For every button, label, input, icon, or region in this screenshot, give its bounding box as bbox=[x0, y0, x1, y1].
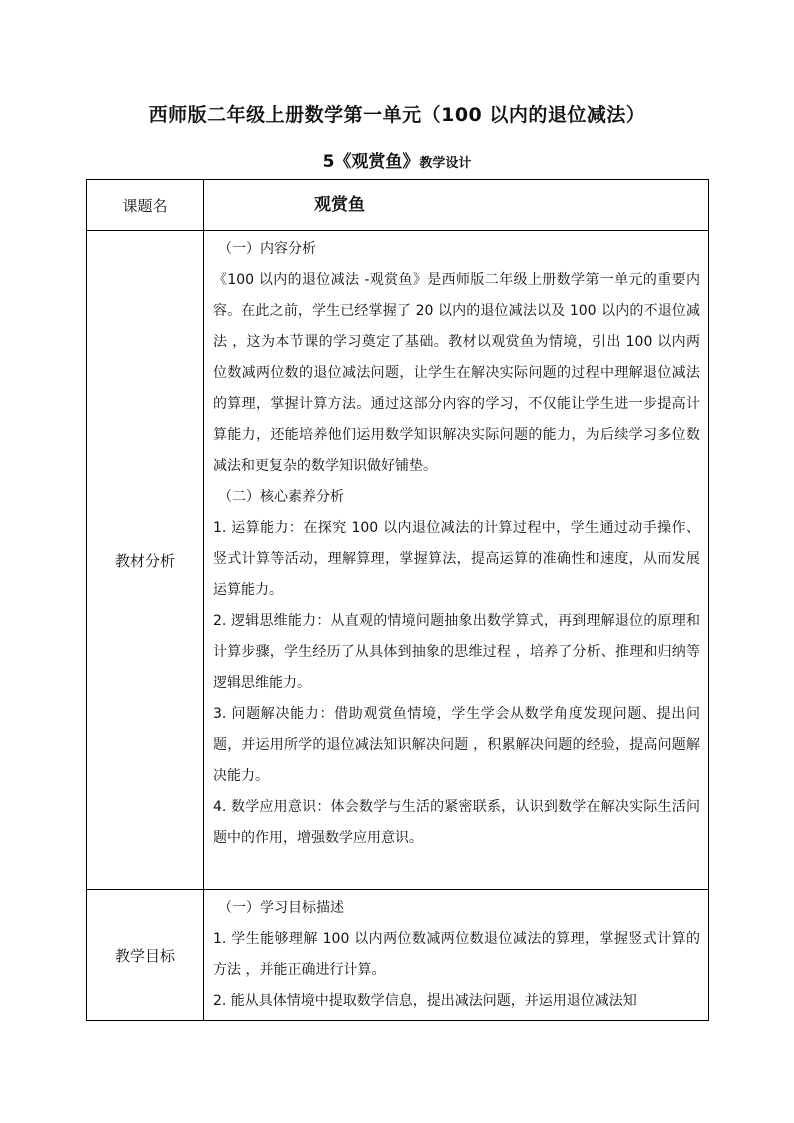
core-literacy-item-1: 1. 运算能力：在探究 100 以内退位减法的计算过程中，学生通过动手操作、竖式计算等活动，理解算理，掌握算法，提高运算的准确性和速度，从而发展运算能力。 bbox=[213, 520, 700, 598]
section-heading-content-analysis: （一）内容分析 bbox=[218, 241, 316, 257]
row-label-teaching-goals: 教学目标 bbox=[87, 890, 204, 1021]
document-subtitle bbox=[0, 147, 794, 172]
material-analysis-content bbox=[204, 231, 709, 890]
learning-goal-item-2: 2. 能从具体情境中提取数学信息，提出减法问题，并运用退位减法知 bbox=[213, 993, 637, 1009]
learning-goal-item-1: 1. 学生能够理解 100 以内两位数减两位数退位减法的算理，掌握竖式计算的方法 ，并能正确进行计算。 bbox=[213, 931, 700, 978]
table-row bbox=[87, 180, 709, 231]
document-title: 西师版二年级上册数学第一单元（100 以内的退位减法） bbox=[148, 104, 646, 126]
topic-value: 观赏鱼 bbox=[204, 180, 709, 231]
lesson-plan-table bbox=[86, 179, 709, 1021]
core-literacy-item-3: 3. 问题解决能力：借助观赏鱼情境，学生学会从数学角度发现问题、提出问题，并运用所学的退位减法知识解决问题 ，积累解决问题的经验，提高问题解决能力。 bbox=[213, 706, 700, 784]
content-analysis-paragraph: 《100 以内的退位减法 -观赏鱼》是西师版二年级上册数学第一单元的重要内容。在此之前，学生已经掌握了 20 以内的退位减法以及 100 以内的不退位减法 ，这为本节课的学习奠定了基础。教材以观赏鱼为情境，引出 100 以内两位数减两位数的退位减法问题，让学生在解决实际问题的过程中理解退位减法的算理，掌握计算方法。通过这部分内容的学习，不仅能让学生进一步提高计算能力，还能培养他们运用数学知识解决实际问题的能力，为后续学习多位数减法和更复杂的数学知识做好铺垫。 bbox=[213, 272, 700, 474]
core-literacy-item-4: 4. 数学应用意识：体会数学与生活的紧密联系，认识到数学在解决实际生活问题中的作用，增强数学应用意识。 bbox=[213, 799, 700, 846]
table-row bbox=[87, 231, 709, 890]
section-heading-learning-goals: （一）学习目标描述 bbox=[218, 900, 344, 916]
row-label-topic: 课题名 bbox=[87, 180, 204, 231]
core-literacy-item-2: 2. 逻辑思维能力：从直观的情境问题抽象出数学算式，再到理解退位的原理和计算步骤，学生经历了从具体到抽象的思维过程 ，培养了分析、推理和归纳等逻辑思维能力。 bbox=[213, 613, 700, 691]
subtitle-lesson: 5《观赏鱼》 bbox=[322, 152, 420, 172]
table-row bbox=[87, 890, 709, 1021]
subtitle-suffix: 教学设计 bbox=[419, 156, 472, 171]
section-heading-core-literacy: （二）核心素养分析 bbox=[218, 489, 344, 505]
teaching-goals-wrap bbox=[213, 893, 700, 1011]
teaching-goals-content bbox=[204, 890, 709, 1021]
row-label-material-analysis: 教材分析 bbox=[87, 231, 204, 890]
